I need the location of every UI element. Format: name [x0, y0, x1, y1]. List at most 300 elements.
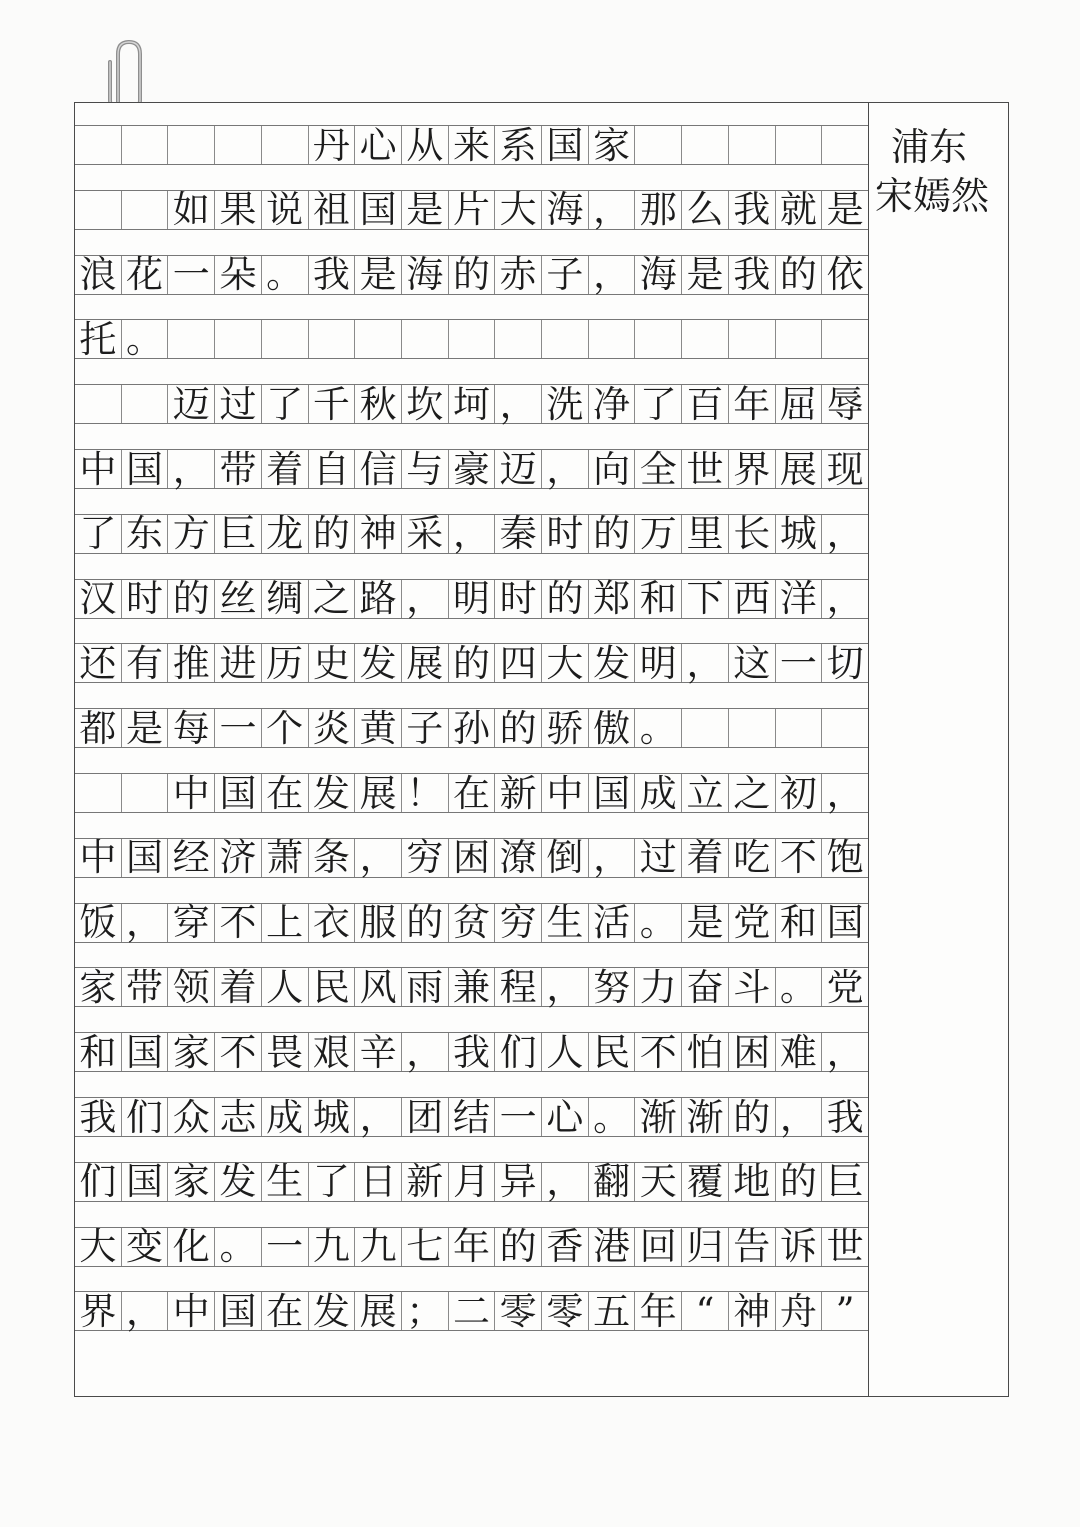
grid-char: 神	[354, 515, 401, 553]
grid-char: 迈	[167, 385, 214, 423]
grid-char: ，	[354, 1098, 401, 1136]
grid-char: 大	[79, 1225, 117, 1269]
grid-char: 异	[494, 1163, 541, 1201]
grid-char: 里	[681, 515, 728, 553]
grid-char: 辛	[354, 1033, 401, 1071]
grid-char: 零	[541, 1292, 588, 1330]
grid-char: 采	[401, 515, 448, 553]
grid-cell	[775, 709, 822, 747]
grid-char: 。	[634, 904, 681, 942]
grid-char: 化	[167, 1228, 214, 1266]
grid-char: 坎	[401, 385, 448, 423]
grid-char: 明	[448, 580, 495, 618]
grid-char: 众	[167, 1098, 214, 1136]
grid-char: 子	[541, 256, 588, 294]
grid-char: 们	[494, 1033, 541, 1071]
grid-cell	[75, 385, 121, 423]
grid-char: 黄	[354, 709, 401, 747]
grid-char: 穷	[494, 904, 541, 942]
grid-char: 每	[167, 709, 214, 747]
grid-char: 舟	[775, 1292, 822, 1330]
grid-char: 是	[121, 709, 168, 747]
grid-char: 了	[634, 385, 681, 423]
grid-char: 中	[167, 1292, 214, 1330]
grid-cell	[401, 320, 448, 358]
grid-char: 那	[634, 191, 681, 229]
grid-char: 二	[448, 1292, 495, 1330]
grid-char: 经	[167, 839, 214, 877]
grid-char: 辱	[821, 385, 868, 423]
grid-char: ，	[588, 256, 635, 294]
grid-char: 迈	[494, 450, 541, 488]
grid-char: 发	[308, 774, 355, 812]
title-char: 家	[588, 126, 635, 164]
grid-char: 大	[541, 644, 588, 682]
grid-row	[75, 384, 868, 424]
grid-char: 我	[448, 1033, 495, 1071]
grid-char: 郑	[588, 580, 635, 618]
grid-char: 之	[308, 580, 355, 618]
grid-char: 团	[401, 1098, 448, 1136]
grid-row	[75, 255, 868, 295]
grid-cell	[167, 126, 214, 164]
grid-char: 汉	[79, 577, 117, 621]
grid-char: 风	[354, 968, 401, 1006]
grid-char: 有	[121, 644, 168, 682]
grid-char: 变	[121, 1228, 168, 1266]
grid-char: 新	[494, 774, 541, 812]
grid-cell	[728, 709, 775, 747]
grid-char: 的	[167, 580, 214, 618]
grid-char: 长	[728, 515, 775, 553]
grid-char: ，	[541, 968, 588, 1006]
grid-char: ，	[494, 385, 541, 423]
grid-char: 是	[681, 256, 728, 294]
grid-char: 。	[588, 1098, 635, 1136]
grid-char: 渐	[634, 1098, 681, 1136]
grid-char: 家	[167, 1163, 214, 1201]
grid-char: 。	[214, 1228, 261, 1266]
grid-char: 方	[167, 515, 214, 553]
grid-char: 家	[167, 1033, 214, 1071]
grid-char: 坷	[448, 385, 495, 423]
grid-char: 怕	[681, 1033, 728, 1071]
grid-char: 衣	[308, 904, 355, 942]
grid-char: 与	[401, 450, 448, 488]
grid-char: 发	[588, 644, 635, 682]
grid-char: 一	[261, 1228, 308, 1266]
grid-char: ，	[541, 1163, 588, 1201]
grid-char: 城	[775, 515, 822, 553]
grid-char: 朵	[214, 256, 261, 294]
grid-char: 济	[214, 839, 261, 877]
grid-char: 港	[588, 1228, 635, 1266]
grid-char: 回	[634, 1228, 681, 1266]
grid-char: 展	[775, 450, 822, 488]
grid-cell	[728, 126, 775, 164]
grid-char: 世	[821, 1228, 868, 1266]
grid-char: 国	[214, 1292, 261, 1330]
grid-char: 倒	[541, 839, 588, 877]
grid-cell	[728, 320, 775, 358]
grid-cell	[75, 191, 121, 229]
grid-char: 兼	[448, 968, 495, 1006]
grid-char: 了	[79, 512, 117, 556]
grid-char: 服	[354, 904, 401, 942]
grid-char: 饱	[821, 839, 868, 877]
grid-char: 不	[214, 904, 261, 942]
grid-char: 四	[494, 644, 541, 682]
grid-char: 之	[728, 774, 775, 812]
grid-char: 信	[354, 450, 401, 488]
grid-char: 的	[775, 256, 822, 294]
grid-cell	[681, 320, 728, 358]
grid-char: 巨	[821, 1163, 868, 1201]
grid-char: 的	[448, 644, 495, 682]
grid-char: 我	[728, 256, 775, 294]
grid-char: 我	[728, 191, 775, 229]
grid-char: 九	[354, 1228, 401, 1266]
grid-char: 的	[401, 904, 448, 942]
grid-char: 不	[775, 839, 822, 877]
grid-char: 国	[588, 774, 635, 812]
grid-char: 傲	[588, 709, 635, 747]
grid-char: 城	[308, 1098, 355, 1136]
grid-char: 中	[541, 774, 588, 812]
grid-char: “	[681, 1292, 728, 1330]
grid-char: 。	[775, 968, 822, 1006]
grid-char: 困	[448, 839, 495, 877]
grid-char: 难	[775, 1033, 822, 1071]
grid-char: 明	[634, 644, 681, 682]
grid-char: 地	[728, 1163, 775, 1201]
grid-cell	[121, 191, 168, 229]
grid-cell	[261, 320, 308, 358]
grid-char: 国	[214, 774, 261, 812]
grid-char: 过	[214, 385, 261, 423]
grid-char: 展	[354, 774, 401, 812]
grid-row	[75, 1291, 868, 1331]
grid-char: 秋	[354, 385, 401, 423]
title-char: 国	[541, 126, 588, 164]
grid-char: 展	[401, 644, 448, 682]
grid-row	[75, 903, 868, 943]
grid-cell	[681, 709, 728, 747]
grid-char: 一	[167, 256, 214, 294]
grid-char: 浪	[79, 253, 117, 297]
grid-char: 骄	[541, 709, 588, 747]
grid-char: 党	[821, 968, 868, 1006]
grid-char: 上	[261, 904, 308, 942]
grid-char: 都	[79, 706, 117, 750]
author-info	[875, 123, 1005, 222]
grid-char: ，	[588, 839, 635, 877]
grid-char: 人	[261, 968, 308, 1006]
grid-char: 中	[79, 836, 117, 880]
grid-cell	[261, 126, 308, 164]
grid-cell	[541, 320, 588, 358]
grid-char: ，	[541, 450, 588, 488]
grid-char: 过	[634, 839, 681, 877]
grid-char: 中	[167, 774, 214, 812]
grid-char: 洋	[775, 580, 822, 618]
grid-char: 志	[214, 1098, 261, 1136]
grid-char: 界	[79, 1289, 117, 1333]
grid-row	[75, 773, 868, 813]
grid-char: 人	[541, 1033, 588, 1071]
grid-char: 祖	[308, 191, 355, 229]
author-district: 浦东	[891, 125, 968, 169]
grid-char: ，	[401, 1033, 448, 1071]
grid-char: 时	[121, 580, 168, 618]
grid-char: 生	[541, 904, 588, 942]
grid-char: 豪	[448, 450, 495, 488]
grid-char: 向	[588, 450, 635, 488]
grid-char: 么	[681, 191, 728, 229]
grid-cell	[634, 126, 681, 164]
grid-char: 一	[494, 1098, 541, 1136]
grid-char: 子	[401, 709, 448, 747]
grid-char: 民	[588, 1033, 635, 1071]
grid-char: 国	[121, 1163, 168, 1201]
grid-cell	[821, 709, 868, 747]
grid-row	[75, 643, 868, 683]
grid-cell	[821, 320, 868, 358]
grid-char: 是	[354, 256, 401, 294]
grid-char: 渐	[681, 1098, 728, 1136]
grid-char: 程	[494, 968, 541, 1006]
grid-row	[75, 579, 868, 619]
grid-char: 屈	[775, 385, 822, 423]
grid-char: 在	[448, 774, 495, 812]
title-char: 丹	[308, 126, 355, 164]
grid-char: 炎	[308, 709, 355, 747]
grid-char: 归	[681, 1228, 728, 1266]
grid-char: 的	[541, 580, 588, 618]
grid-char: 东	[121, 515, 168, 553]
grid-char: 带	[214, 450, 261, 488]
grid-char: 推	[167, 644, 214, 682]
grid-char: 畏	[261, 1033, 308, 1071]
grid-char: ，	[401, 580, 448, 618]
grid-char: 丝	[214, 580, 261, 618]
grid-char: 的	[775, 1163, 822, 1201]
grid-char: ，	[775, 1098, 822, 1136]
grid-char: 是	[821, 191, 868, 229]
grid-char: 困	[728, 1033, 775, 1071]
grid-char: 日	[354, 1163, 401, 1201]
grid-char: 国	[121, 1033, 168, 1071]
grid-row	[75, 838, 868, 878]
grid-char: 下	[681, 580, 728, 618]
grid-char: 片	[448, 191, 495, 229]
grid-char: 历	[261, 644, 308, 682]
grid-char: ，	[354, 839, 401, 877]
grid-char: 中	[79, 447, 117, 491]
grid-char: 零	[494, 1292, 541, 1330]
grid-char: 的	[494, 709, 541, 747]
grid-cell	[214, 320, 261, 358]
grid-char: 的	[494, 1228, 541, 1266]
grid-char: 发	[308, 1292, 355, 1330]
grid-row	[75, 449, 868, 489]
grid-char: 的	[588, 515, 635, 553]
grid-char: 神	[728, 1292, 775, 1330]
grid-char: 九	[308, 1228, 355, 1266]
grid-char: 展	[354, 1292, 401, 1330]
grid-char: 告	[728, 1228, 775, 1266]
grid-cell	[775, 320, 822, 358]
grid-char: ，	[121, 904, 168, 942]
grid-char: 活	[588, 904, 635, 942]
grid-char: 还	[79, 641, 117, 685]
grid-char: 萧	[261, 839, 308, 877]
grid-char: 现	[821, 450, 868, 488]
grid-char: 托	[79, 317, 117, 361]
grid-char: 不	[634, 1033, 681, 1071]
grid-char: 吃	[728, 839, 775, 877]
grid-char: ，	[821, 1033, 868, 1071]
grid-char: 们	[121, 1098, 168, 1136]
grid-char: 全	[634, 450, 681, 488]
grid-char: 千	[308, 385, 355, 423]
grid-char: 新	[401, 1163, 448, 1201]
grid-char: 和	[634, 580, 681, 618]
grid-char: 巨	[214, 515, 261, 553]
grid-char: 七	[401, 1228, 448, 1266]
grid-char: 五	[588, 1292, 635, 1330]
grid-char: 努	[588, 968, 635, 1006]
grid-char: ，	[821, 515, 868, 553]
grid-char: ，	[121, 1292, 168, 1330]
grid-char: ，	[588, 191, 635, 229]
grid-char: 依	[821, 256, 868, 294]
grid-cell	[214, 126, 261, 164]
grid-cell	[775, 126, 822, 164]
grid-char: 绸	[261, 580, 308, 618]
grid-char: 香	[541, 1228, 588, 1266]
grid-char: 百	[681, 385, 728, 423]
grid-char: 覆	[681, 1163, 728, 1201]
grid-row	[75, 319, 868, 359]
grid-char: 家	[79, 965, 117, 1009]
grid-char: 民	[308, 968, 355, 1006]
grid-char: 我	[308, 256, 355, 294]
grid-char: 力	[634, 968, 681, 1006]
grid-char: 成	[261, 1098, 308, 1136]
composition-sheet	[74, 102, 1009, 1397]
grid-char: 花	[121, 256, 168, 294]
grid-char: 路	[354, 580, 401, 618]
grid-cell	[448, 320, 495, 358]
grid-char: 秦	[494, 515, 541, 553]
grid-char: 。	[121, 320, 168, 358]
grid-char: 。	[634, 709, 681, 747]
title-char: 来	[448, 126, 495, 164]
grid-char: 雨	[401, 968, 448, 1006]
grid-char: 的	[308, 515, 355, 553]
grid-row	[75, 1162, 868, 1202]
grid-cell	[75, 126, 121, 164]
grid-char: 艰	[308, 1033, 355, 1071]
grid-char: 洗	[541, 385, 588, 423]
grid-cell	[75, 774, 121, 812]
grid-char: 条	[308, 839, 355, 877]
grid-char: 净	[588, 385, 635, 423]
grid-char: 说	[261, 191, 308, 229]
grid-char: 切	[821, 644, 868, 682]
grid-char: 国	[821, 904, 868, 942]
grid-char: 世	[681, 450, 728, 488]
grid-char: 穿	[167, 904, 214, 942]
grid-row	[75, 967, 868, 1007]
grid-cell	[588, 320, 635, 358]
grid-char: 西	[728, 580, 775, 618]
grid-cell	[634, 320, 681, 358]
grid-char: ，	[821, 580, 868, 618]
grid-char: 个	[261, 709, 308, 747]
grid-char: 贫	[448, 904, 495, 942]
grid-row	[75, 1097, 868, 1137]
grid-char: 翻	[588, 1163, 635, 1201]
writing-grid	[75, 103, 869, 1396]
grid-char: 不	[214, 1033, 261, 1071]
grid-char: 斗	[728, 968, 775, 1006]
grid-char: 国	[121, 450, 168, 488]
grid-char: 诉	[775, 1228, 822, 1266]
grid-char: 党	[728, 904, 775, 942]
grid-char: 是	[401, 191, 448, 229]
grid-cell	[821, 126, 868, 164]
grid-char: 饭	[79, 901, 117, 945]
grid-char: 天	[634, 1163, 681, 1201]
grid-char: 时	[494, 580, 541, 618]
grid-cell	[494, 320, 541, 358]
grid-row	[75, 1227, 868, 1267]
grid-cell	[121, 385, 168, 423]
grid-char: ，	[448, 515, 495, 553]
grid-char: 国	[121, 839, 168, 877]
grid-char: 和	[79, 1030, 117, 1074]
grid-char: 国	[354, 191, 401, 229]
grid-char: 史	[308, 644, 355, 682]
grid-char: 初	[775, 774, 822, 812]
grid-char: 我	[821, 1098, 868, 1136]
title-char: 心	[354, 126, 401, 164]
grid-cell	[167, 320, 214, 358]
grid-char: 是	[681, 904, 728, 942]
grid-char: 带	[121, 968, 168, 1006]
grid-char: 着	[681, 839, 728, 877]
grid-char: 一	[775, 644, 822, 682]
grid-char: ，	[167, 450, 214, 488]
grid-char: ，	[821, 774, 868, 812]
grid-char: 海	[634, 256, 681, 294]
grid-cell	[681, 126, 728, 164]
grid-char: 赤	[494, 256, 541, 294]
grid-char: 成	[634, 774, 681, 812]
grid-char: 领	[167, 968, 214, 1006]
author-name: 宋嫣然	[875, 174, 990, 219]
grid-char: 了	[308, 1163, 355, 1201]
grid-char: 在	[261, 1292, 308, 1330]
title-char: 从	[401, 126, 448, 164]
grid-char: 奋	[681, 968, 728, 1006]
grid-char: 发	[354, 644, 401, 682]
grid-char: ，	[681, 644, 728, 682]
grid-char: 生	[261, 1163, 308, 1201]
grid-char: 了	[261, 385, 308, 423]
